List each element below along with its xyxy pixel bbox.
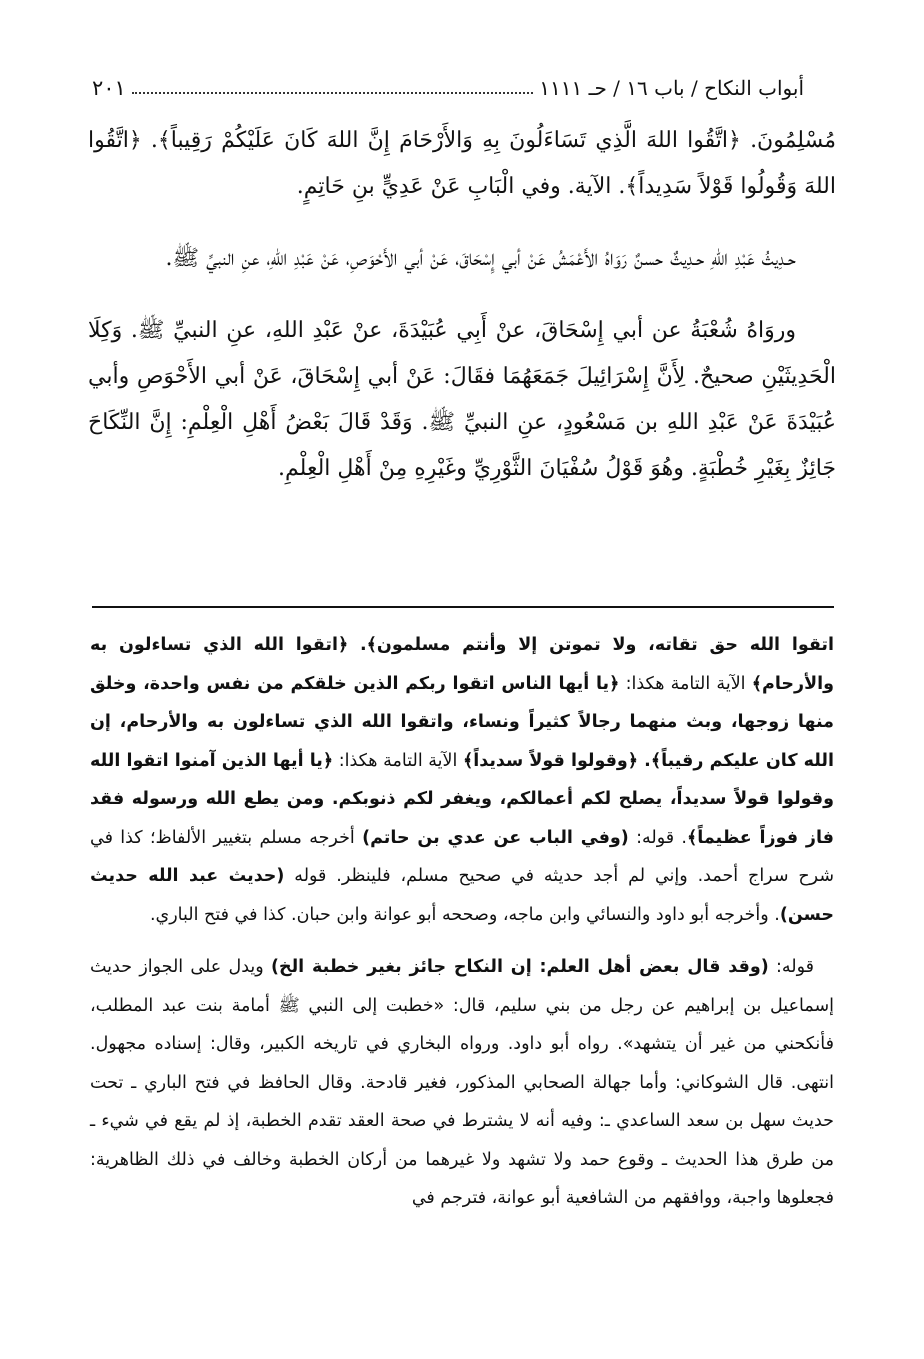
text: . وأخرجه أبو داود والنسائي وابن ماجه، وصححه أبو عوانة وابن حبان. كذا في فتح الباري. [149,904,780,925]
footnote-separator [92,606,834,608]
dotted-leader [132,92,533,94]
text: أخرجه مسلم بتغيير الألفاظ؛ كذا في شرح سراج أحمد. وإني لم أجد حديثه في صحيح مسلم، فلينظر. قوله [90,827,835,886]
page-number: ٢٠١ [92,76,126,100]
quote: ﴿يا أيها الناس اتقوا ربكم الذين خلقكم من نفس واحدة، وخلق منها زوجها، وبث منهما رجالاً كثيراً ونساء، واتقوا الله الذي تساءلون به والأرحام، إن الله كان عليكم رقيباً﴾. ﴿وقولوا قولاً سديداً﴾ [90,673,834,771]
running-header [92,70,804,106]
main-paragraph-1: مُسْلِمُونَ. ﴿اتَّقُوا اللهَ الَّذِي تَسَاءَلُونَ بِهِ وَالأَرْحَامَ إِنَّ اللهَ كَانَ عَلَيْكُمْ رَقِيباً﴾. ﴿اتَّقُوا اللهَ وَقُولُوا قَوْلاً سَدِيداً﴾. الآية. وفي الْبَابِ عَنْ عَدِيٍّ بنِ حَاتِمٍ. [88,128,836,199]
commentary-paragraph-1 [90,626,834,934]
quote: (حديث عبد الله حديث حسن) [90,866,834,925]
text: الآية التامة هكذا: [333,750,463,771]
commentary-paragraph-2 [90,948,834,1218]
main-text [88,118,836,518]
text: الآية التامة هكذا: [619,673,752,694]
quote: (وقد قال بعض أهل العلم: إن النكاح جائز بغير خطبة الخ) [271,957,769,977]
commentary [90,626,834,1232]
quote: اتقوا الله حق تقاته، ولا تموتن إلا وأنتم مسلمون﴾. ﴿اتقوا الله الذي تساءلون به والأرحام﴾ [90,635,834,694]
text: قوله: [768,957,814,977]
text: . قوله: [628,827,687,848]
main-paragraph-3: وروَاهُ شُعْبَةُ عن أبي إِسْحَاقَ، عنْ أَبِي عُبَيْدَةَ، عنْ عَبْدِ اللهِ، عنِ النبيِّ ﷺ. وَكِلَا الْحَدِيثَيْنِ صحيحٌ. لِأَنَّ إِسْرَائِيلَ جَمَعَهُمَا فقَالَ: عَنْ أبي إِسْحَاقَ، عَنْ أبي الأَحْوَصِ وأبي عُبَيْدَةَ عَنْ عَبْدِ اللهِ بن مَسْعُودٍ، عنِ النبيِّ ﷺ. وَقَدْ قَالَ بَعْضُ أَهْلِ الْعِلْمِ: إِنَّ النِّكَاحَ جَائِزٌ بِغَيْرِ خُطْبَةٍ. وهُوَ قَوْلُ سُفْيَانَ الثَّوْرِيِّ وغَيْرِهِ مِنْ أَهْلِ الْعِلْمِ. [88,318,836,481]
text: ويدل على الجواز حديث إسماعيل بن إبراهيم عن رجل من بني سليم، قال: «خطبت إلى النبي ﷺ أمامة بنت عبد المطلب، فأنكحني من غير أن يتشهد». رواه أبو داود. ورواه البخاري في تاريخه الكبير، وقال: إسناده مجهول. انتهى. قال الشوكاني: وأما جهالة الصحابي المذكور، فغير قادحة. وقال الحافظ في فتح الباري ـ تحت حديث سهل بن سعد الساعدي ـ: وفيه أنه لا يشترط في صحة العقد تقدم الخطبة، إذ لم يقع في شيء ـ من طرق هذا الحديث ـ وقوع حمد ولا تشهد ولا غيرهما من أركان الخطبة وخالف في ذلك الظاهرية: فجعلوها واجبة، ووافقهم من الشافعية أبو عوانة، فترجم في [90,957,834,1208]
main-paragraph-2: حـدِيثُ عَبْدِ اللهِ حـدِيثٌ حسنٌ رَوَاهُ الأَعْمَشُ عَنْ أبي إِسْحَاقَ، عَنْ أبي الأَحْوَصِ، عَنْ عَبْدِ اللهِ، عنِ النبيِّ ﷺ. [165,246,796,271]
running-title: أبواب النكاح / باب ١٦ / حـ ١١١١ [539,76,804,100]
quote: ﴿يا أيها الذين آمنوا اتقوا الله وقولوا قولاً سديداً، يصلح لكم أعمالكم، ويغفر لكم ذنوبكم. ومن يطع الله ورسوله فقد فاز فوزاً عظيماً﴾ [90,750,834,848]
quote: (وفي الباب عن عدي بن حاتم) [362,827,629,848]
